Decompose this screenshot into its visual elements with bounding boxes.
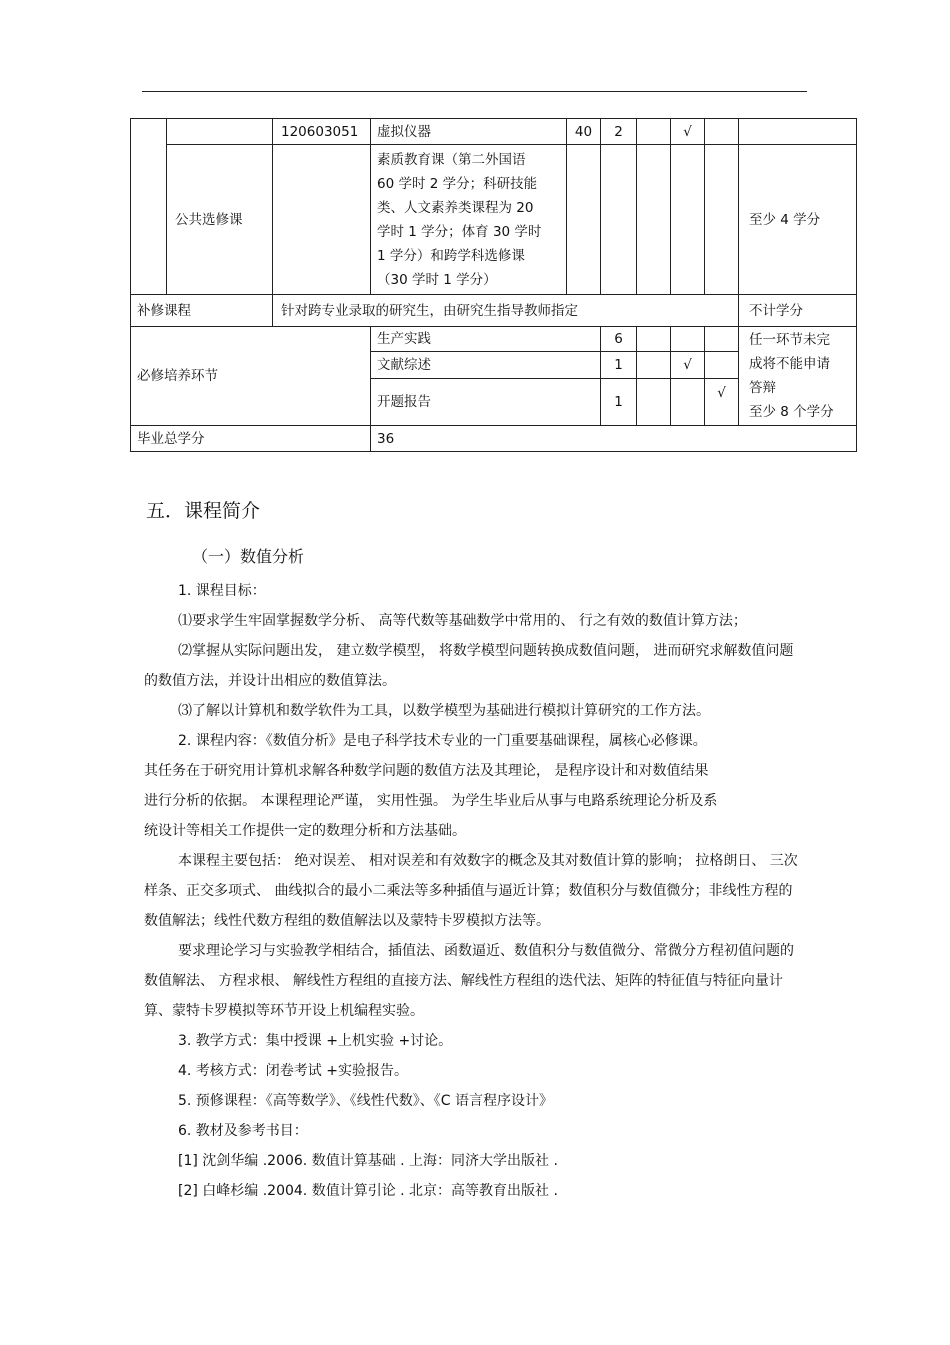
check-mark <box>671 379 705 426</box>
supplement-label: 补修课程 <box>131 295 273 327</box>
table-row <box>131 145 857 295</box>
description-line: 类、人文素养类课程为 20 <box>377 199 534 216</box>
supplement-note: 不计学分 <box>739 295 857 327</box>
description-line: 学时 1 学分；体育 30 学时 <box>377 223 542 240</box>
total-credits-value: 36 <box>371 426 857 452</box>
table-cell <box>637 327 671 352</box>
table-cell <box>601 145 637 295</box>
total-credits-label: 毕业总学分 <box>131 426 371 452</box>
course-description <box>144 576 806 1206</box>
paragraph: ⑶了解以计算机和数学软件为工具，以数学模型为基础进行模拟计算研究的工作方法。 <box>178 703 710 719</box>
section-heading: 五．课程简介 <box>146 500 261 522</box>
table-cell <box>637 379 671 426</box>
course-code: 120603051 <box>273 119 371 145</box>
table-cell <box>131 119 167 295</box>
link-name: 开题报告 <box>371 379 601 426</box>
public-elective-label: 公共选修课 <box>167 145 273 295</box>
reference-item: [1] 沈剑华编 .2006. 数值计算基础 . 上海：同济大学出版社 . <box>178 1153 558 1169</box>
curriculum-table <box>130 118 857 452</box>
note-line: 答辩 <box>749 380 776 396</box>
description-line: 1 学分）和跨学科选修课 <box>377 247 525 264</box>
link-name: 文献综述 <box>371 352 601 379</box>
paragraph: 进行分析的依据。 本课程理论严谨， 实用性强。 为学生毕业后从事与电路系统理论分析及系 <box>144 793 718 809</box>
paragraph: 6. 教材及参考书目： <box>178 1123 308 1139</box>
description-line: 素质教育课（第二外国语 <box>377 151 526 168</box>
paragraph: 3. 教学方式：集中授课 +上机实验 +讨论。 <box>178 1033 453 1049</box>
description-line: （30 学时 1 学分） <box>377 271 497 288</box>
course-hours: 40 <box>567 119 601 145</box>
link-credits: 6 <box>601 327 637 352</box>
table-cell <box>705 145 739 295</box>
paragraph: 要求理论学习与实验教学相结合，插值法、函数逼近、数值积分与数值微分、常微分方程初值问题的数值解法、 方程求根、 解线性方程组的直接方法、解线性方程组的迭代法、矩阵的特征值与特征向量计算、蒙特卡罗模拟等环节开设上机编程实验。 <box>144 943 794 1019</box>
course-credits: 2 <box>601 119 637 145</box>
table-cell <box>739 119 857 145</box>
note-line: 任一环节未完 <box>749 332 830 348</box>
table-row <box>131 295 857 327</box>
check-mark: √ <box>671 119 705 145</box>
paragraph: ⑵掌握从实际问题出发， 建立数学模型， 将数学模型问题转换成数值问题， 进而研究求解数值问题的数值方法，并设计出相应的数值算法。 <box>144 643 794 689</box>
description-line: 60 学时 2 学分；科研技能 <box>377 175 538 192</box>
public-elective-note: 至少 4 学分 <box>739 145 857 295</box>
paragraph: 1. 课程目标： <box>178 583 266 599</box>
paragraph: 5. 预修课程：《高等数学》、《线性代数》、《C 语言程序设计》 <box>178 1093 554 1109</box>
note-line: 成将不能申请 <box>749 356 830 372</box>
required-links-note <box>739 327 857 426</box>
table-cell <box>637 119 671 145</box>
paragraph: 4. 考核方式：闭卷考试 +实验报告。 <box>178 1063 408 1079</box>
table-cell <box>167 119 273 145</box>
link-credits: 1 <box>601 352 637 379</box>
paragraph: 2. 课程内容：《数值分析》是电子科学技术专业的一门重要基础课程，属核心必修课。 <box>178 733 707 749</box>
note-line: 至少 8 个学分 <box>749 404 834 420</box>
reference-item: [2] 白峰杉编 .2004. 数值计算引论 . 北京：高等教育出版社 . <box>178 1183 558 1199</box>
supplement-description: 针对跨专业录取的研究生，由研究生指导教师指定 <box>273 295 739 327</box>
paragraph: 本课程主要包括： 绝对误差、 相对误差和有效数字的概念及其对数值计算的影响； 拉格朗日、 三次样条、正交多项式、 曲线拟合的最小二乘法等多种插值与逼近计算；数值积分与数值微分；非线性方程的数值解法；线性代数方程组的数值解法以及蒙特卡罗模拟方法等。 <box>144 853 798 929</box>
header-rule <box>142 91 807 92</box>
required-links-label: 必修培养环节 <box>131 327 371 426</box>
table-cell <box>567 145 601 295</box>
link-name: 生产实践 <box>371 327 601 352</box>
check-mark <box>671 327 705 352</box>
paragraph: 统设计等相关工作提供一定的数理分析和方法基础。 <box>144 823 466 839</box>
table-row <box>131 327 857 352</box>
check-mark: √ <box>705 379 739 426</box>
check-mark <box>705 327 739 352</box>
check-mark <box>705 352 739 379</box>
table-cell <box>637 352 671 379</box>
table-cell <box>637 145 671 295</box>
paragraph: ⑴要求学生牢固掌握数学分析、 高等代数等基础数学中常用的、 行之有效的数值计算方法； <box>178 613 747 629</box>
paragraph: 其任务在于研究用计算机求解各种数学问题的数值方法及其理论， 是程序设计和对数值结果 <box>144 763 709 779</box>
table-cell <box>671 145 705 295</box>
table-row <box>131 426 857 452</box>
table-row <box>131 119 857 145</box>
table-cell <box>273 145 371 295</box>
subsection-heading: （一）数值分析 <box>192 547 305 566</box>
public-elective-description <box>371 145 567 295</box>
check-mark: √ <box>671 352 705 379</box>
table-cell <box>705 119 739 145</box>
link-credits: 1 <box>601 379 637 426</box>
course-name: 虚拟仪器 <box>371 119 567 145</box>
